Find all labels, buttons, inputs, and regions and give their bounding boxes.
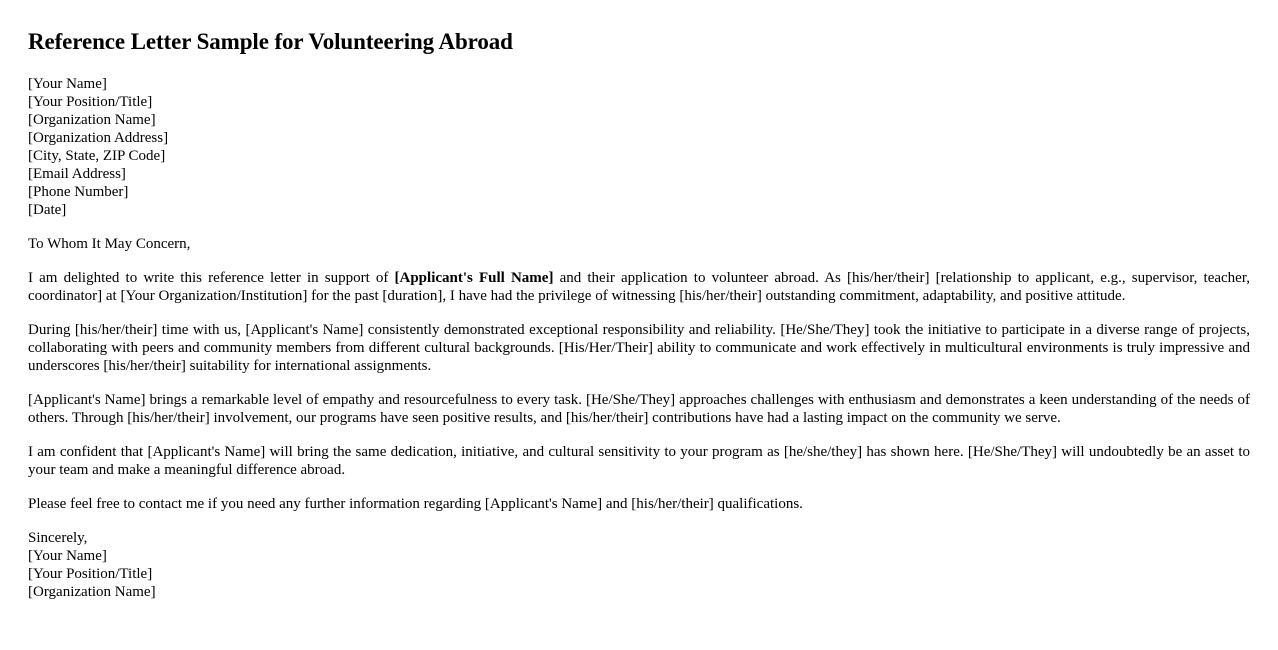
sender-position: [Your Position/Title]: [28, 94, 153, 110]
paragraph-qualities: [Applicant's Name] brings a remarkable level of empathy and resourcefulness to every task. [He/She/They] approaches challenges with enthusiasm and demonstrates a keen understanding of the needs of others. Through [his/her/their] involvement, our programs have seen positive results, and [his/her/their] contributions have had a lasting impact on the community we serve.: [28, 392, 1250, 426]
closing: Sincerely,: [28, 530, 88, 546]
sender-block: [28, 75, 1250, 219]
sender-email: [Email Address]: [28, 166, 126, 182]
paragraph-intro-start: I am delighted to write this reference letter in support of: [28, 270, 395, 286]
page-title: Reference Letter Sample for Volunteering Abroad: [28, 29, 513, 54]
paragraph-recommendation: I am confident that [Applicant's Name] will bring the same dedication, initiative, and cultural sensitivity to your program as [he/she/they] has shown here. [He/She/They] will undoubtedly be an asset to your team and make a meaningful difference abroad.: [28, 444, 1250, 478]
signature-block: [28, 529, 1250, 601]
greeting: To Whom It May Concern,: [28, 236, 191, 252]
paragraph-intro: [28, 269, 1250, 305]
signature-position: [Your Position/Title]: [28, 566, 153, 582]
paragraph-experience: During [his/her/their] time with us, [Applicant's Name] consistently demonstrated exceptional responsibility and reliability. [He/She/They] took the initiative to participate in a diverse range of projects, collaborating with peers and community members from different cultural backgrounds. [His/Her/Their] ability to communicate and work effectively in multicultural environments is truly impressive and underscores [his/her/their] suitability for international assignments.: [28, 322, 1250, 374]
signature-organization: [Organization Name]: [28, 584, 156, 600]
letter-date: [Date]: [28, 202, 67, 218]
signature-name: [Your Name]: [28, 548, 107, 564]
sender-name: [Your Name]: [28, 76, 107, 92]
paragraph-intro-end: and their application to volunteer abroad. As [his/her/their] [relationship to applicant, e.g., supervisor, teacher, coordinator] at [Your Organization/Institution] for the past [duration], I have had the privilege of witnessing [his/her/their] outstanding commitment, adaptability, and positive attitude.: [28, 270, 1250, 304]
sender-phone: [Phone Number]: [28, 184, 129, 200]
sender-organization: [Organization Name]: [28, 112, 156, 128]
paragraph-contact: Please feel free to contact me if you need any further information regarding [Applicant's Name] and [his/her/their] qualifications.: [28, 496, 803, 512]
sender-address: [Organization Address]: [28, 130, 169, 146]
sender-city-state-zip: [City, State, ZIP Code]: [28, 148, 166, 164]
applicant-full-name: [Applicant's Full Name]: [394, 270, 554, 286]
